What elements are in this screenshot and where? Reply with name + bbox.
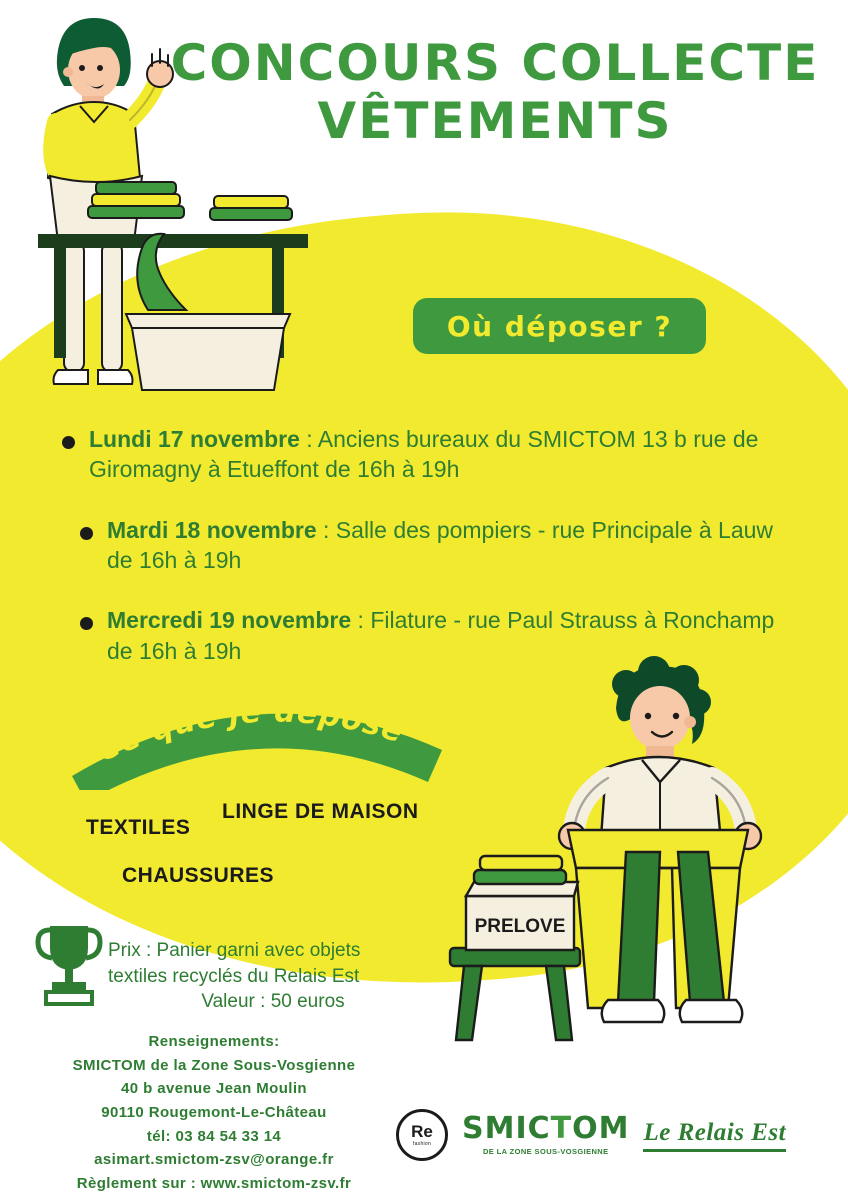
contact-website[interactable]: Règlement sur : www.smictom-zsv.fr — [76, 1175, 352, 1193]
category-textiles: TEXTILES — [86, 816, 191, 839]
prize-line-3: Valeur : 50 euros — [201, 991, 345, 1013]
contact-organisation: SMICTOM de la Zone Sous-Vosgienne — [72, 1056, 356, 1074]
title-line-1: CONCOURS COLLECTE — [170, 34, 820, 92]
smictom-logo-part-a: SMIC — [462, 1111, 551, 1146]
refashion-logo-text: Re — [411, 1122, 433, 1141]
illustration-man-holding-trousers — [440, 648, 840, 1088]
drop-off-dates-list — [62, 424, 802, 696]
contact-heading: Renseignements: — [148, 1033, 280, 1050]
contact-address: 40 b avenue Jean Moulin — [121, 1080, 307, 1098]
date-detail: : Filature - rue Paul Strauss à Ronchamp de 16h à 19h — [107, 607, 775, 664]
box-label: PRELOVE — [474, 916, 566, 937]
date-day: Mercredi 19 novembre — [107, 607, 352, 634]
category-chaussures: CHAUSSURES — [122, 864, 275, 887]
contact-info — [14, 1030, 414, 1196]
trophy-icon — [34, 918, 104, 1008]
list-item — [80, 605, 802, 666]
contact-phone: tél: 03 84 54 33 14 — [146, 1127, 282, 1145]
date-day: Lundi 17 novembre — [89, 426, 300, 452]
logo-row — [396, 1100, 836, 1170]
smictom-logo — [462, 1111, 630, 1156]
date-detail: : Salle des pompiers - rue Principale à Lauw de 16h à 19h — [107, 516, 774, 574]
smictom-logo-subtext: DE LA ZONE SOUS-VOSGIENNE — [482, 1147, 609, 1156]
date-text — [89, 424, 802, 485]
page-title — [160, 34, 830, 150]
contact-city: 90110 Rougemont-Le-Château — [101, 1104, 327, 1122]
date-text — [107, 515, 802, 576]
category-linge-de-maison: LINGE DE MAISON — [222, 800, 419, 823]
smictom-logo-part-b: OM — [572, 1111, 630, 1146]
bullet-icon — [80, 617, 93, 630]
banner-label: Ce que je dépose — [91, 694, 408, 770]
smictom-logo-part-t: T — [550, 1111, 573, 1146]
smictom-logo-text — [462, 1111, 630, 1146]
refashion-logo — [396, 1109, 448, 1161]
list-item — [62, 424, 802, 485]
prize-line-2: textiles recyclés du Relais Est — [108, 965, 360, 987]
where-to-drop-banner: Où déposer ? — [413, 298, 706, 354]
refashion-logo-subtext: fashion — [412, 1141, 432, 1147]
prize-description — [108, 938, 438, 1015]
bullet-icon — [62, 436, 75, 449]
title-line-2: VÊTEMENTS — [317, 92, 673, 150]
date-text — [107, 605, 802, 666]
relais-est-logo: Le Relais Est — [643, 1119, 786, 1152]
list-item — [80, 515, 802, 576]
what-to-drop-banner — [62, 690, 452, 790]
date-day: Mardi 18 novembre — [107, 516, 317, 543]
contact-email[interactable]: asimart.smictom-zsv@orange.fr — [94, 1151, 334, 1169]
prize-line-1: Prix : Panier garni avec objets — [108, 940, 361, 961]
bullet-icon — [80, 527, 93, 540]
date-detail: : Anciens bureaux du SMICTOM 13 b rue de Giromagny à Etueffont de 16h à 19h — [89, 426, 759, 483]
